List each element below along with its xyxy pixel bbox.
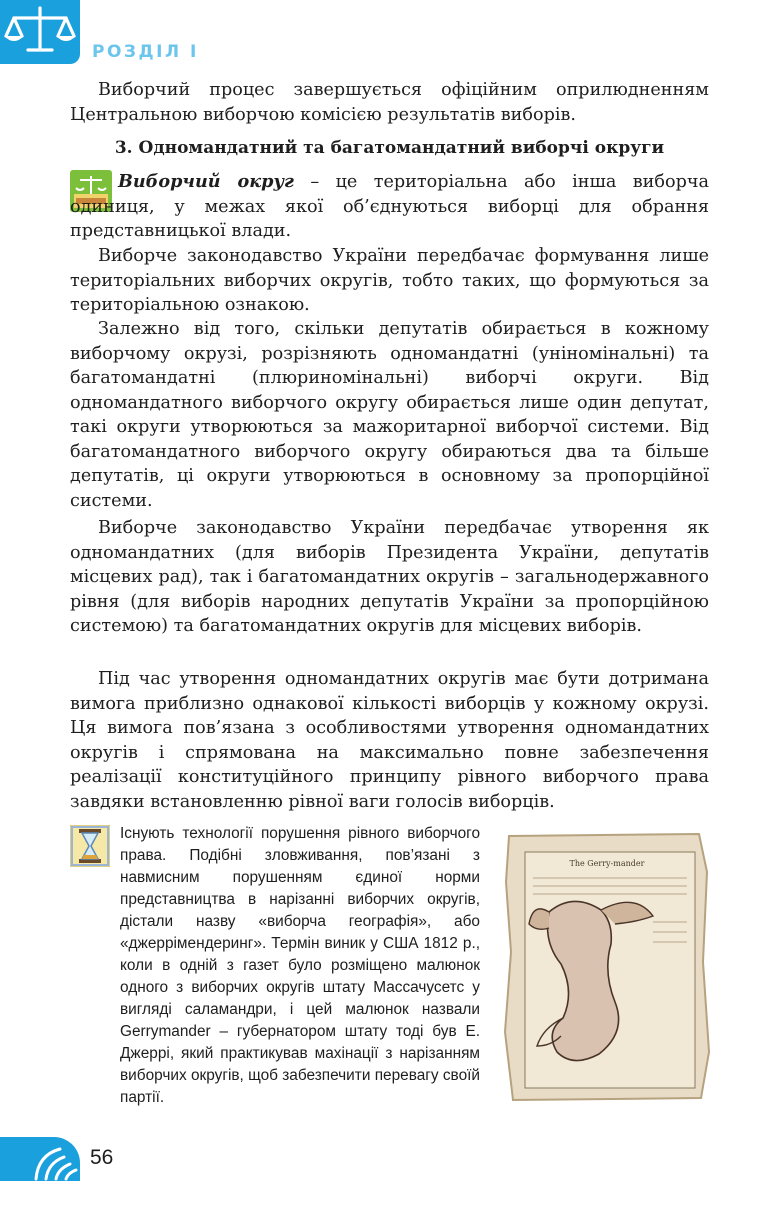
definition-text: – це територіальна або інша виборча одиниця, у межах якої об’єднуються виборці для обрання представницької влади. <box>70 172 709 241</box>
scales-icon <box>0 0 80 64</box>
wave-lines-icon <box>0 1137 80 1181</box>
section-title: РОЗДІЛ І <box>92 42 199 62</box>
intro-paragraph: Виборчий процес завершується офіційним оприлюдненням Центральною виборчою комісією результатів виборів. <box>70 80 709 125</box>
definition-paragraph <box>70 170 709 244</box>
section-subheading: 3. Одномандатний та багатомандатний виборчі округи <box>114 138 665 158</box>
definition-term: Виборчий округ <box>118 171 294 192</box>
page-number: 56 <box>90 1146 114 1169</box>
paragraph-legislation: Виборче законодавство України передбачає утворення як одномандатних (для виборів Президента України, депутатів місцевих рад), так і багатомандатних округів – загальнодержавного рівня (для виборів народних депутатів України за пропорційною системою) та багатомандатних округів для місцевих виборів. <box>70 518 709 636</box>
hourglass-icon <box>70 825 110 867</box>
paragraph-equal-voters: Під час утворення одномандатних округів має бути дотримана вимога приблизно однакової кількості виборців у кожному окрузі. Ця вимога пов’язана з особливостями утворення одномандатних округів і спрямована на максимально повне забезпечення реалізації конституційного принципу рівного виборчого права завдяки встановленню рівної ваги голосів виборців. <box>70 669 709 812</box>
note-paragraph: Існують технології порушення рівного виборчого права. Подібні зловживання, пов’язані з навмисним порушенням єдиної норми представництва в нарізанні виборчих округів, дістали назву «виборча географія», або «джеррімендеринг». Термін виник у США 1812 р., коли в одній з газет було розміщено малюнок одного з виборчих округів штату Массачусетс у вигляді саламандри, і цей малюнок назвали Gerrymander – губернатором штату тоді був Е. Джеррі, який практикував махінації з нарізанням виборчих округів, щоб забезпечити перевагу своїй партії. <box>120 825 480 1106</box>
illustration-caption: The Gerry-mander <box>569 859 645 868</box>
section-badge <box>0 0 80 64</box>
paragraph-district-types: Залежно від того, скільки депутатів обирається в кожному виборчому окрузі, розрізняють одномандатні (уніномінальні) та багатомандатні (плюриномінальні) виборчі округи. Від одномандатного виборчого округу обирається лише один депутат, такі округи утворюються за мажоритарної виборчої системи. Від багатомандатного виборчого округу обираються два та більше депутатів, ці округи утворюються в основному за пропорційної системи. <box>70 319 709 511</box>
footer-badge <box>0 1137 80 1181</box>
gerrymander-illustration <box>503 832 711 1102</box>
paragraph-territorial: Виборче законодавство України передбачає формування лише територіальних виборчих округів, тобто таких, що формуються за територіальною ознакою. <box>70 246 709 315</box>
